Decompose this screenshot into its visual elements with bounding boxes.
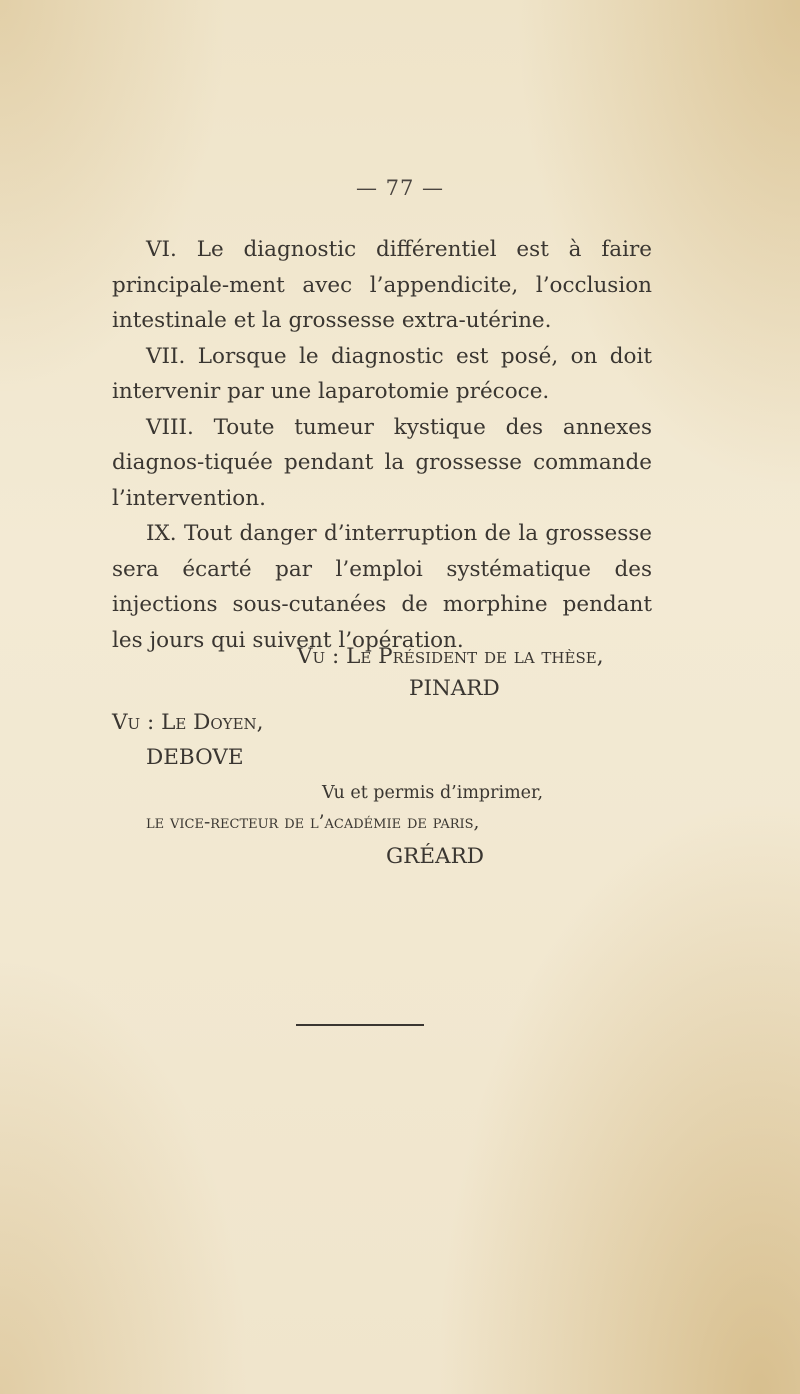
paragraph-vi: VI. Le diagnostic différentiel est à faire principale-ment avec l’appendicite, l’occlusion intestinale et la grossesse extra-utérine. [112, 237, 652, 333]
vice-recteur-title: le vice-recteur de l’académie de paris, [146, 812, 480, 833]
president-approval: Vu : Le Président de la thèse, [297, 644, 604, 669]
doyen-name: DEBOVE [146, 745, 244, 770]
doyen-approval: Vu : Le Doyen, [112, 710, 264, 735]
president-name: PINARD [409, 676, 500, 701]
page-number: — 77 — [355, 176, 445, 200]
body-text [112, 232, 652, 658]
imprimatur-line: Vu et permis d’imprimer, [322, 783, 544, 803]
closing-rule [296, 1024, 424, 1026]
paragraph-vii: VII. Lorsque le diagnostic est posé, on doit intervenir par une laparotomie précoce. [112, 343, 652, 404]
vice-recteur-name: GRÉARD [386, 844, 485, 869]
paragraph-viii: VIII. Toute tumeur kystique des annexes diagnos-tiquée pendant la grossesse commande l’intervention. [112, 414, 652, 511]
paragraph-ix: IX. Tout danger d’interruption de la grossesse sera écarté par l’emploi systématique des injections sous-cutanées de morphine pendant les jours qui suivent l’opération. [112, 521, 652, 653]
